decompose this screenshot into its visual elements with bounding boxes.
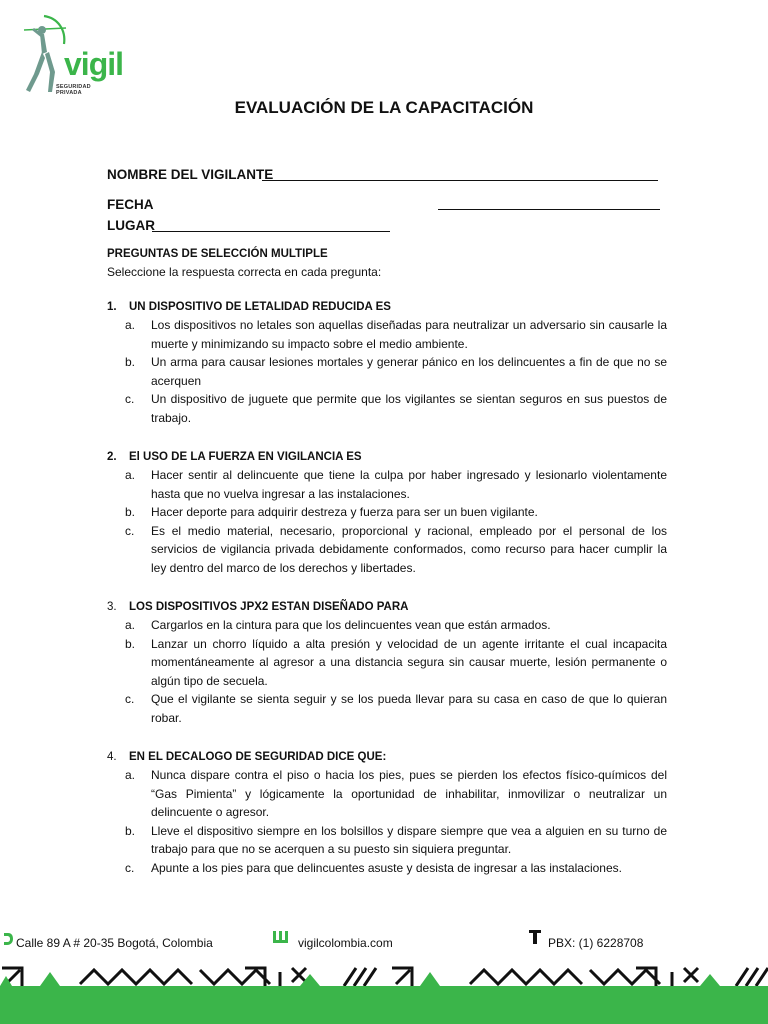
option-text: Lanzar un chorro líquido a alta presión y velocidad de un agente irritante el cual incapacita momentáneamente al agresor a una distancia segura sin causar muerte, lesión permanente o algún tipo de secuela. [151, 636, 667, 688]
option-text: Apunte a los pies para que delincuentes asuste y desista de ingresar a las instalaciones. [151, 860, 622, 875]
logo-wordmark: vigil [64, 46, 124, 82]
question-title [107, 598, 667, 616]
option-letter: c. [125, 860, 135, 875]
question-2 [107, 448, 667, 577]
question-title [107, 298, 667, 316]
option-letter: b. [125, 636, 136, 651]
option-text: Hacer deporte para adquirir destreza y fuerza para ser un buen vigilante. [151, 505, 538, 519]
answer-option[interactable] [107, 390, 667, 427]
footer-phone: PBX: (1) 6228708 [548, 936, 644, 950]
option-text: Un dispositivo de juguete que permite que los vigilantes se sientan seguros en sus puestos de trabajo. [151, 392, 667, 425]
question-text: El USO DE LA FUERZA EN VIGILANCIA ES [129, 451, 362, 463]
answer-option[interactable] [107, 503, 667, 522]
option-letter: c. [125, 523, 135, 538]
answer-option[interactable] [107, 766, 667, 822]
field-label-lugar: LUGAR [107, 218, 155, 233]
logo-tagline: SEGURIDAD PRIVADA [56, 84, 91, 96]
question-number: 3. [107, 601, 117, 613]
document-title: EVALUACIÓN DE LA CAPACITACIÓN [234, 98, 534, 117]
question-number: 4. [107, 751, 117, 763]
location-icon [2, 932, 14, 946]
question-number: 1. [107, 301, 117, 313]
nombre-blank-line[interactable] [262, 180, 658, 181]
section-instruction: Seleccione la respuesta correcta en cada pregunta: [107, 265, 382, 279]
option-letter: a. [125, 618, 136, 632]
option-letter: a. [125, 318, 136, 332]
footer-website[interactable]: vigilcolombia.com [298, 936, 393, 950]
answer-option[interactable] [107, 316, 667, 353]
option-letter: b. [125, 823, 136, 838]
question-number: 2. [107, 451, 117, 463]
option-letter: b. [125, 505, 136, 519]
footer-green-band [0, 986, 768, 1024]
option-text: Nunca dispare contra el piso o hacia los pies, pues se pierden los efectos físico-químicos del “Gas Pimienta” y lógicamente la oportunidad de inhabilitar, inmovilizar o neutralizar un delincuente o agresor. [151, 768, 667, 819]
option-letter: c. [125, 392, 135, 406]
answer-option[interactable] [107, 822, 667, 859]
question-text: EN EL DECALOGO DE SEGURIDAD DICE QUE: [129, 751, 387, 763]
option-text: Cargarlos en la cintura para que los delincuentes vean que están armados. [151, 618, 551, 632]
answer-option[interactable] [107, 353, 667, 390]
option-text: Es el medio material, necesario, proporcional y racional, empleado por el personal de los servicios de vigilancia privada debidamente conformados, como recurso para hacer cumplir la ley dentro del marco de los derechos y libertades. [151, 523, 667, 575]
option-letter: c. [125, 692, 135, 706]
phone-icon [528, 929, 542, 945]
option-letter: b. [125, 355, 136, 369]
option-text: Hacer sentir al delincuente que tiene la culpa por haber ingresado y lesionarlo violentamente hasta que no vuelva ingresar a las instalaciones. [151, 468, 667, 501]
answer-option[interactable] [107, 466, 667, 503]
option-letter: a. [125, 768, 136, 782]
question-1 [107, 298, 667, 427]
option-text: Que el vigilante se sienta seguir y se los pueda llevar para su casa en caso de que lo quieran robar. [151, 692, 667, 725]
fecha-blank-line[interactable] [438, 209, 660, 210]
answer-option[interactable] [107, 635, 667, 691]
question-title [107, 448, 667, 466]
answer-option[interactable] [107, 690, 667, 727]
web-icon [272, 930, 290, 944]
section-heading: PREGUNTAS DE SELECCIÓN MULTIPLE [107, 248, 328, 260]
option-letter: a. [125, 468, 136, 482]
answer-option[interactable] [107, 522, 667, 578]
decorative-pattern [0, 958, 768, 988]
lugar-blank-line[interactable] [152, 231, 390, 232]
company-logo [14, 8, 124, 98]
footer-address: Calle 89 A # 20-35 Bogotá, Colombia [16, 936, 213, 950]
option-text: Los dispositivos no letales son aquellas diseñadas para neutralizar un adversario sin causarle la muerte y minimizando su impacto sobre el medio ambiente. [151, 318, 667, 351]
field-label-nombre: NOMBRE DEL VIGILANTE [107, 167, 274, 182]
option-text: Un arma para causar lesiones mortales y generar pánico en los delincuentes a fin de que no se acerquen [151, 355, 667, 388]
question-title [107, 748, 667, 766]
question-3 [107, 598, 667, 727]
answer-option[interactable] [107, 859, 667, 878]
question-text: LOS DISPOSITIVOS JPX2 ESTAN DISEÑADO PARA [129, 601, 409, 613]
question-4 [107, 748, 667, 877]
field-label-fecha: FECHA [107, 197, 154, 212]
option-text: Lleve el dispositivo siempre en los bolsillos y dispare siempre que vea a alguien en su turno de trabajo para que no se acerquen a su puesto sin siquiera preguntar. [151, 823, 667, 856]
answer-option[interactable] [107, 616, 667, 635]
question-text: UN DISPOSITIVO DE LETALIDAD REDUCIDA ES [129, 301, 391, 313]
